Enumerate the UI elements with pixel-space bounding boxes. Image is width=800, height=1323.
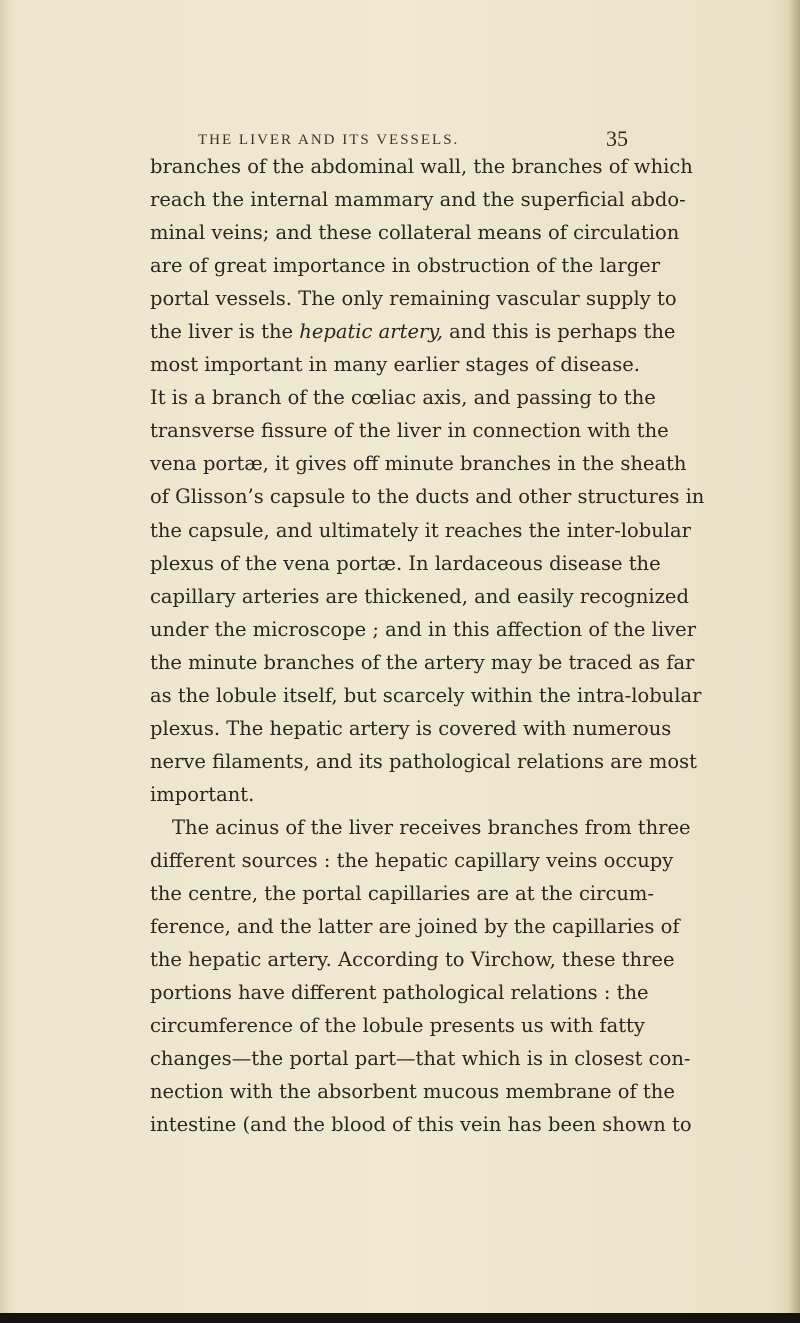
text-line: the centre, the portal capillaries are at the circum- bbox=[150, 882, 655, 906]
text-line: circumference of the lobule presents us with fatty bbox=[150, 1014, 645, 1038]
text-line: nerve filaments, and its pathological relations are most bbox=[150, 749, 697, 773]
text-line: ference, and the latter are joined by the capillaries of bbox=[150, 915, 680, 939]
text-line: the capsule, and ultimately it reaches the inter-lobular bbox=[150, 518, 691, 542]
text-line: under the microscope ; and in this affection of the liver bbox=[150, 617, 697, 641]
text-line: of Glisson’s capsule to the ducts and other structures in bbox=[150, 485, 705, 509]
text-fragment: and this is perhaps the bbox=[442, 320, 676, 344]
text-line: portal vessels. The only remaining vascular supply to bbox=[150, 287, 677, 311]
scan-bottom-edge bbox=[0, 1313, 800, 1323]
text-line: transverse fissure of the liver in connection with the bbox=[150, 419, 669, 443]
running-head: THE LIVER AND ITS VESSELS. bbox=[198, 132, 460, 148]
text-line: intestine (and the blood of this vein has been shown to bbox=[150, 1113, 692, 1137]
page-edge-shadow bbox=[788, 0, 800, 1323]
text-line: are of great importance in obstruction of the larger bbox=[150, 254, 661, 278]
text-line: minal veins; and these collateral means of circulation bbox=[150, 221, 680, 245]
text-line: the hepatic artery. According to Virchow, these three bbox=[150, 948, 675, 972]
text-line: as the lobule itself, but scarcely within the intra-lobular bbox=[150, 683, 702, 707]
text-line: the minute branches of the artery may be traced as far bbox=[150, 650, 695, 674]
italic-term: hepatic artery, bbox=[299, 320, 443, 344]
text-line: changes—the portal part—that which is in closest con- bbox=[150, 1047, 691, 1071]
text-line: most important in many earlier stages of disease. bbox=[150, 353, 640, 377]
text-line: It is a branch of the cœliac axis, and passing to the bbox=[150, 386, 656, 410]
text-line: different sources : the hepatic capillary veins occupy bbox=[150, 848, 674, 872]
text-line: plexus. The hepatic artery is covered with numerous bbox=[150, 716, 672, 740]
text-line: important. bbox=[150, 782, 255, 806]
text-line: reach the internal mammary and the superficial abdo- bbox=[150, 188, 686, 212]
text-line: nection with the absorbent mucous membrane of the bbox=[150, 1080, 675, 1104]
text-line bbox=[150, 315, 676, 348]
body-text bbox=[150, 150, 705, 1141]
text-fragment: the liver is the bbox=[150, 320, 300, 344]
text-line: vena portæ, it gives off minute branches in the sheath bbox=[150, 452, 687, 476]
text-line: portions have different pathological relations : the bbox=[150, 981, 649, 1005]
text-line: plexus of the vena portæ. In lardaceous disease the bbox=[150, 551, 661, 575]
text-line: The acinus of the liver receives branches from three bbox=[172, 815, 691, 839]
text-line: capillary arteries are thickened, and easily recognized bbox=[150, 584, 689, 608]
text-line: branches of the abdominal wall, the branches of which bbox=[150, 155, 693, 178]
page-number: 35 bbox=[606, 126, 628, 151]
